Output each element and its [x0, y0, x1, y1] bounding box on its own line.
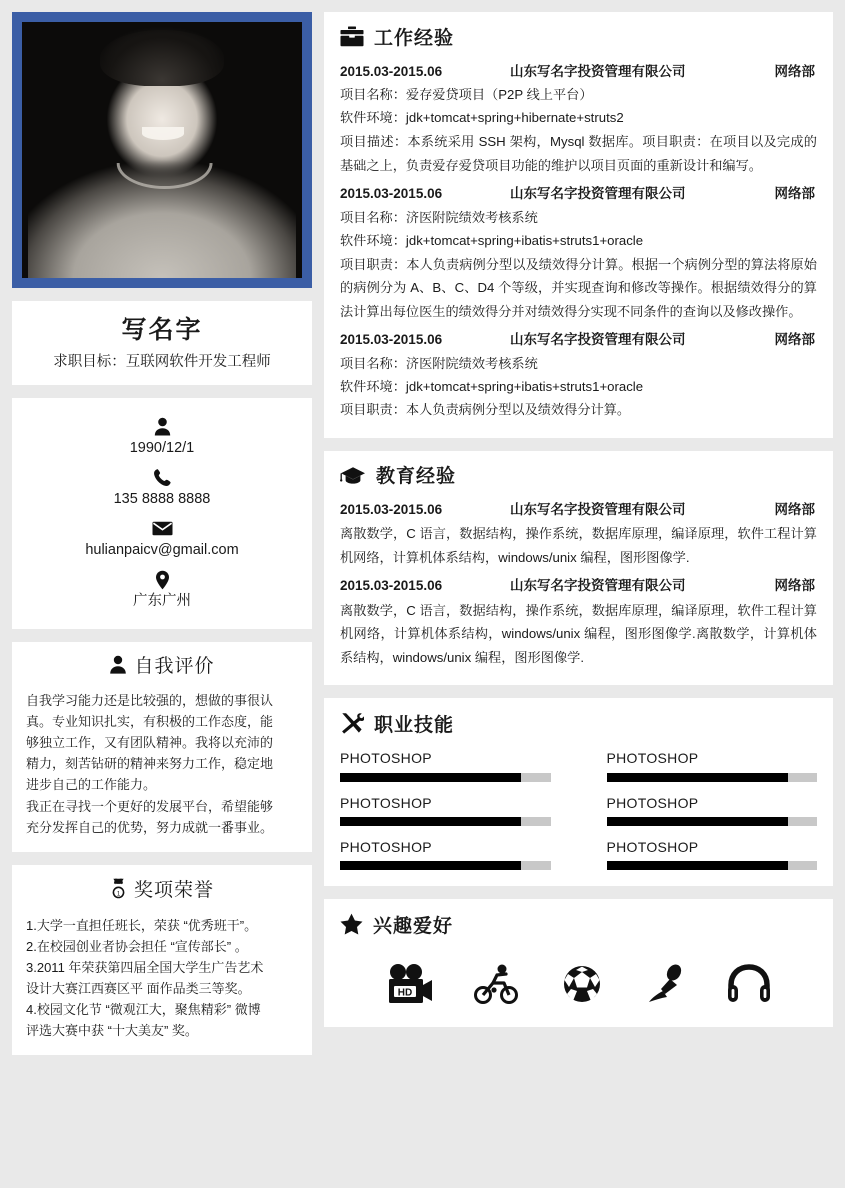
education-entry	[340, 577, 817, 669]
text-line: 我正在寻找一个更好的发展平台，希望能够	[26, 798, 274, 814]
skill-progress-fill	[340, 817, 521, 826]
work-entry-date: 2015.03-2015.06	[340, 186, 443, 202]
work-entry-line: 项目名称：济医附院绩效考核系统	[340, 209, 538, 225]
contact-item-email	[22, 519, 302, 559]
hobbies-title: 兴趣爱好	[373, 915, 454, 937]
skills-card	[324, 698, 833, 886]
education-entry-date: 2015.03-2015.06	[340, 578, 443, 594]
work-entry-line: 软件环境：jdk+tomcat+spring+ibatis+struts1+oracle	[340, 232, 644, 248]
awards-text	[26, 915, 298, 1041]
work-entry-head	[340, 331, 817, 349]
text-line: 设计大赛江西赛区平 面作品类三等奖。	[26, 980, 251, 996]
work-entry-line: 软件环境：jdk+tomcat+spring+hibernate+struts2	[340, 110, 624, 126]
text-line: 自我学习能力还是比较强的，想做的事很认	[26, 693, 274, 709]
education-entry-dept: 网络部	[774, 578, 815, 594]
skill-item	[607, 840, 818, 870]
location-pin-icon	[22, 570, 302, 590]
hobbies-heading	[340, 913, 817, 941]
hobbies-icon-row	[340, 951, 817, 1011]
work-entry-dept: 网络部	[774, 332, 815, 348]
contact-item-birthdate	[22, 417, 302, 457]
text-line: 2.在校园创业者协会担任 “宣传部长” 。	[26, 938, 248, 954]
right-column	[324, 12, 833, 1168]
awards-heading	[26, 878, 298, 905]
soccer-ball-icon	[560, 963, 604, 1005]
work-entry-dept: 网络部	[774, 186, 815, 202]
work-experience-card	[324, 12, 833, 438]
work-entry	[340, 63, 817, 177]
svg-text:HD: HD	[397, 987, 412, 999]
photo-smile	[142, 127, 184, 140]
work-entry-org: 山东写名字投资管理有限公司	[510, 63, 686, 79]
skill-progress-track	[340, 773, 551, 782]
skill-progress-fill	[607, 861, 788, 870]
skill-label: PHOTOSHOP	[606, 794, 699, 811]
skill-progress-track	[340, 861, 551, 870]
briefcase-icon	[340, 26, 364, 53]
name-card	[12, 301, 312, 385]
work-entry-line: 项目职责：本人负责病例分型以及绩效得分计算。	[340, 401, 631, 417]
education-entry-paragraph: 离散数学，C 语言，数据结构，操作系统，数据库原理，编译原理，软件工程计算机网络，计算机体系结构，windows/unix 编程，图形图像学.	[340, 526, 817, 565]
text-line: 够独立工作，又有团队精神。我将以充沛的	[26, 735, 274, 751]
skill-progress-fill	[340, 773, 521, 782]
education-entry-head	[340, 501, 817, 519]
work-entry-org: 山东写名字投资管理有限公司	[510, 332, 686, 348]
contact-item-phone	[22, 468, 302, 508]
hobbies-card	[324, 899, 833, 1027]
skill-item	[607, 751, 818, 781]
left-column	[12, 12, 312, 1168]
work-entry-org: 山东写名字投资管理有限公司	[510, 186, 686, 202]
skill-progress-track	[607, 773, 818, 782]
work-experience-title: 工作经验	[374, 28, 455, 49]
skill-progress-fill	[607, 773, 788, 782]
text-line: 1.大学一直担任班长，荣获 “优秀班干”。	[26, 917, 258, 933]
medal-icon	[110, 878, 127, 905]
education-entry-head	[340, 577, 817, 595]
self-evaluation-heading	[26, 655, 298, 680]
skill-label: PHOTOSHOP	[340, 750, 432, 767]
work-entry	[340, 331, 817, 421]
skill-label: PHOTOSHOP	[606, 838, 699, 855]
graduation-cap-icon	[340, 465, 366, 491]
text-line: 进步自己的工作能力。	[26, 777, 157, 793]
work-entry-date: 2015.03-2015.06	[340, 332, 443, 348]
education-entry-paragraph: 离散数学，C 语言，数据结构，操作系统，数据库原理，编译原理，软件工程计算机网络，计算机体系结构，windows/unix 编程，图形图像学.离散数学，计算机体系结构，windows/unix 编程，图形图像学.	[340, 602, 817, 665]
education-entry-org: 山东写名字投资管理有限公司	[510, 501, 686, 517]
skill-progress-fill	[607, 817, 788, 826]
microphone-icon	[643, 963, 687, 1005]
photo-hair	[100, 30, 223, 86]
work-entry	[340, 185, 817, 323]
work-entry-head	[340, 185, 817, 203]
work-entry-dept: 网络部	[774, 63, 815, 79]
contact-value: 135 8888 8888	[113, 491, 211, 508]
skill-label: PHOTOSHOP	[340, 838, 432, 855]
skill-progress-fill	[340, 861, 521, 870]
education-title: 教育经验	[376, 466, 457, 488]
work-entry-line: 项目名称：济医附院绩效考核系统	[340, 355, 538, 371]
work-entry-paragraph: 项目描述：本系统采用 SSH 架构，Mysql 数据库。项目职责：在项目以及完成的基础之上，负责爱存爱贷项目功能的维护以项目页面的重新设计和编写。	[340, 134, 817, 173]
skill-progress-track	[607, 817, 818, 826]
text-line: 3.2011 年荣获第四届全国大学生广告艺术	[26, 959, 264, 975]
text-line: 评选大赛中获 “十大美友” 奖。	[26, 1022, 198, 1038]
headphones-icon	[726, 963, 772, 1005]
work-experience-heading	[340, 26, 817, 53]
text-line: 真。专业知识扎实，有积极的工作态度，能	[26, 714, 274, 730]
awards-card	[12, 865, 312, 1055]
tools-icon	[340, 712, 364, 741]
skill-progress-track	[340, 817, 551, 826]
work-entry-date: 2015.03-2015.06	[340, 63, 443, 79]
skill-item	[340, 796, 551, 826]
movie-camera-hd-icon	[386, 963, 434, 1005]
person-bust-icon	[109, 655, 127, 680]
skills-title: 职业技能	[374, 715, 455, 737]
svg-text:1: 1	[116, 890, 121, 897]
star-icon	[340, 913, 363, 941]
portrait-photo	[22, 22, 302, 278]
skill-progress-track	[607, 861, 818, 870]
work-entry-paragraph: 项目职责：本人负责病例分型以及绩效得分计算。根据一个病例分型的算法将原始的病例分为 A、B、C、D4 个等级，并实现查询和修改等操作。根据绩效得分的算法计算出每位医生的绩效得分并对绩效得分实现不同条件的查询以及修改操作。	[340, 256, 817, 319]
work-entry-head	[340, 63, 817, 81]
education-card	[324, 451, 833, 685]
self-evaluation-title: 自我评价	[134, 656, 215, 678]
work-entry-line: 软件环境：jdk+tomcat+spring+ibatis+struts1+oracle	[340, 378, 644, 394]
self-evaluation-text	[26, 690, 298, 837]
person-icon	[22, 417, 302, 437]
self-evaluation-card	[12, 642, 312, 851]
skill-item	[340, 840, 551, 870]
skill-label: PHOTOSHOP	[340, 794, 432, 811]
skill-label: PHOTOSHOP	[606, 750, 699, 767]
skills-heading	[340, 712, 817, 741]
skill-item	[340, 751, 551, 781]
skills-grid	[340, 751, 817, 870]
phone-icon	[22, 468, 302, 488]
contact-item-location	[22, 570, 302, 610]
text-line: 4.校园文化节 “微观江大，聚焦精彩” 微博	[26, 1001, 261, 1017]
photo-frame	[12, 12, 312, 288]
text-line: 精力，刻苦钻研的精神来努力工作，稳定地	[26, 756, 274, 772]
contact-value: 广东广州	[133, 593, 191, 610]
awards-title: 奖项荣誉	[133, 879, 214, 901]
envelope-icon	[22, 519, 302, 539]
page-title: 写名字	[121, 316, 203, 344]
education-entry-date: 2015.03-2015.06	[340, 501, 443, 517]
education-entry-org: 山东写名字投资管理有限公司	[510, 578, 686, 594]
education-entry	[340, 501, 817, 570]
contact-card	[12, 398, 312, 630]
education-heading	[340, 465, 817, 491]
job-objective: 求职目标：互联网软件开发工程师	[53, 353, 271, 370]
contact-value: hulianpaicv@gmail.com	[85, 542, 239, 559]
text-line: 充分发挥自己的优势，努力成就一番事业。	[26, 819, 274, 835]
work-entry-line: 项目名称：爱存爱贷项目（P2P 线上平台）	[340, 87, 593, 103]
cycling-icon	[473, 963, 521, 1005]
skill-item	[607, 796, 818, 826]
contact-value: 1990/12/1	[129, 439, 195, 456]
education-entry-dept: 网络部	[774, 501, 815, 517]
